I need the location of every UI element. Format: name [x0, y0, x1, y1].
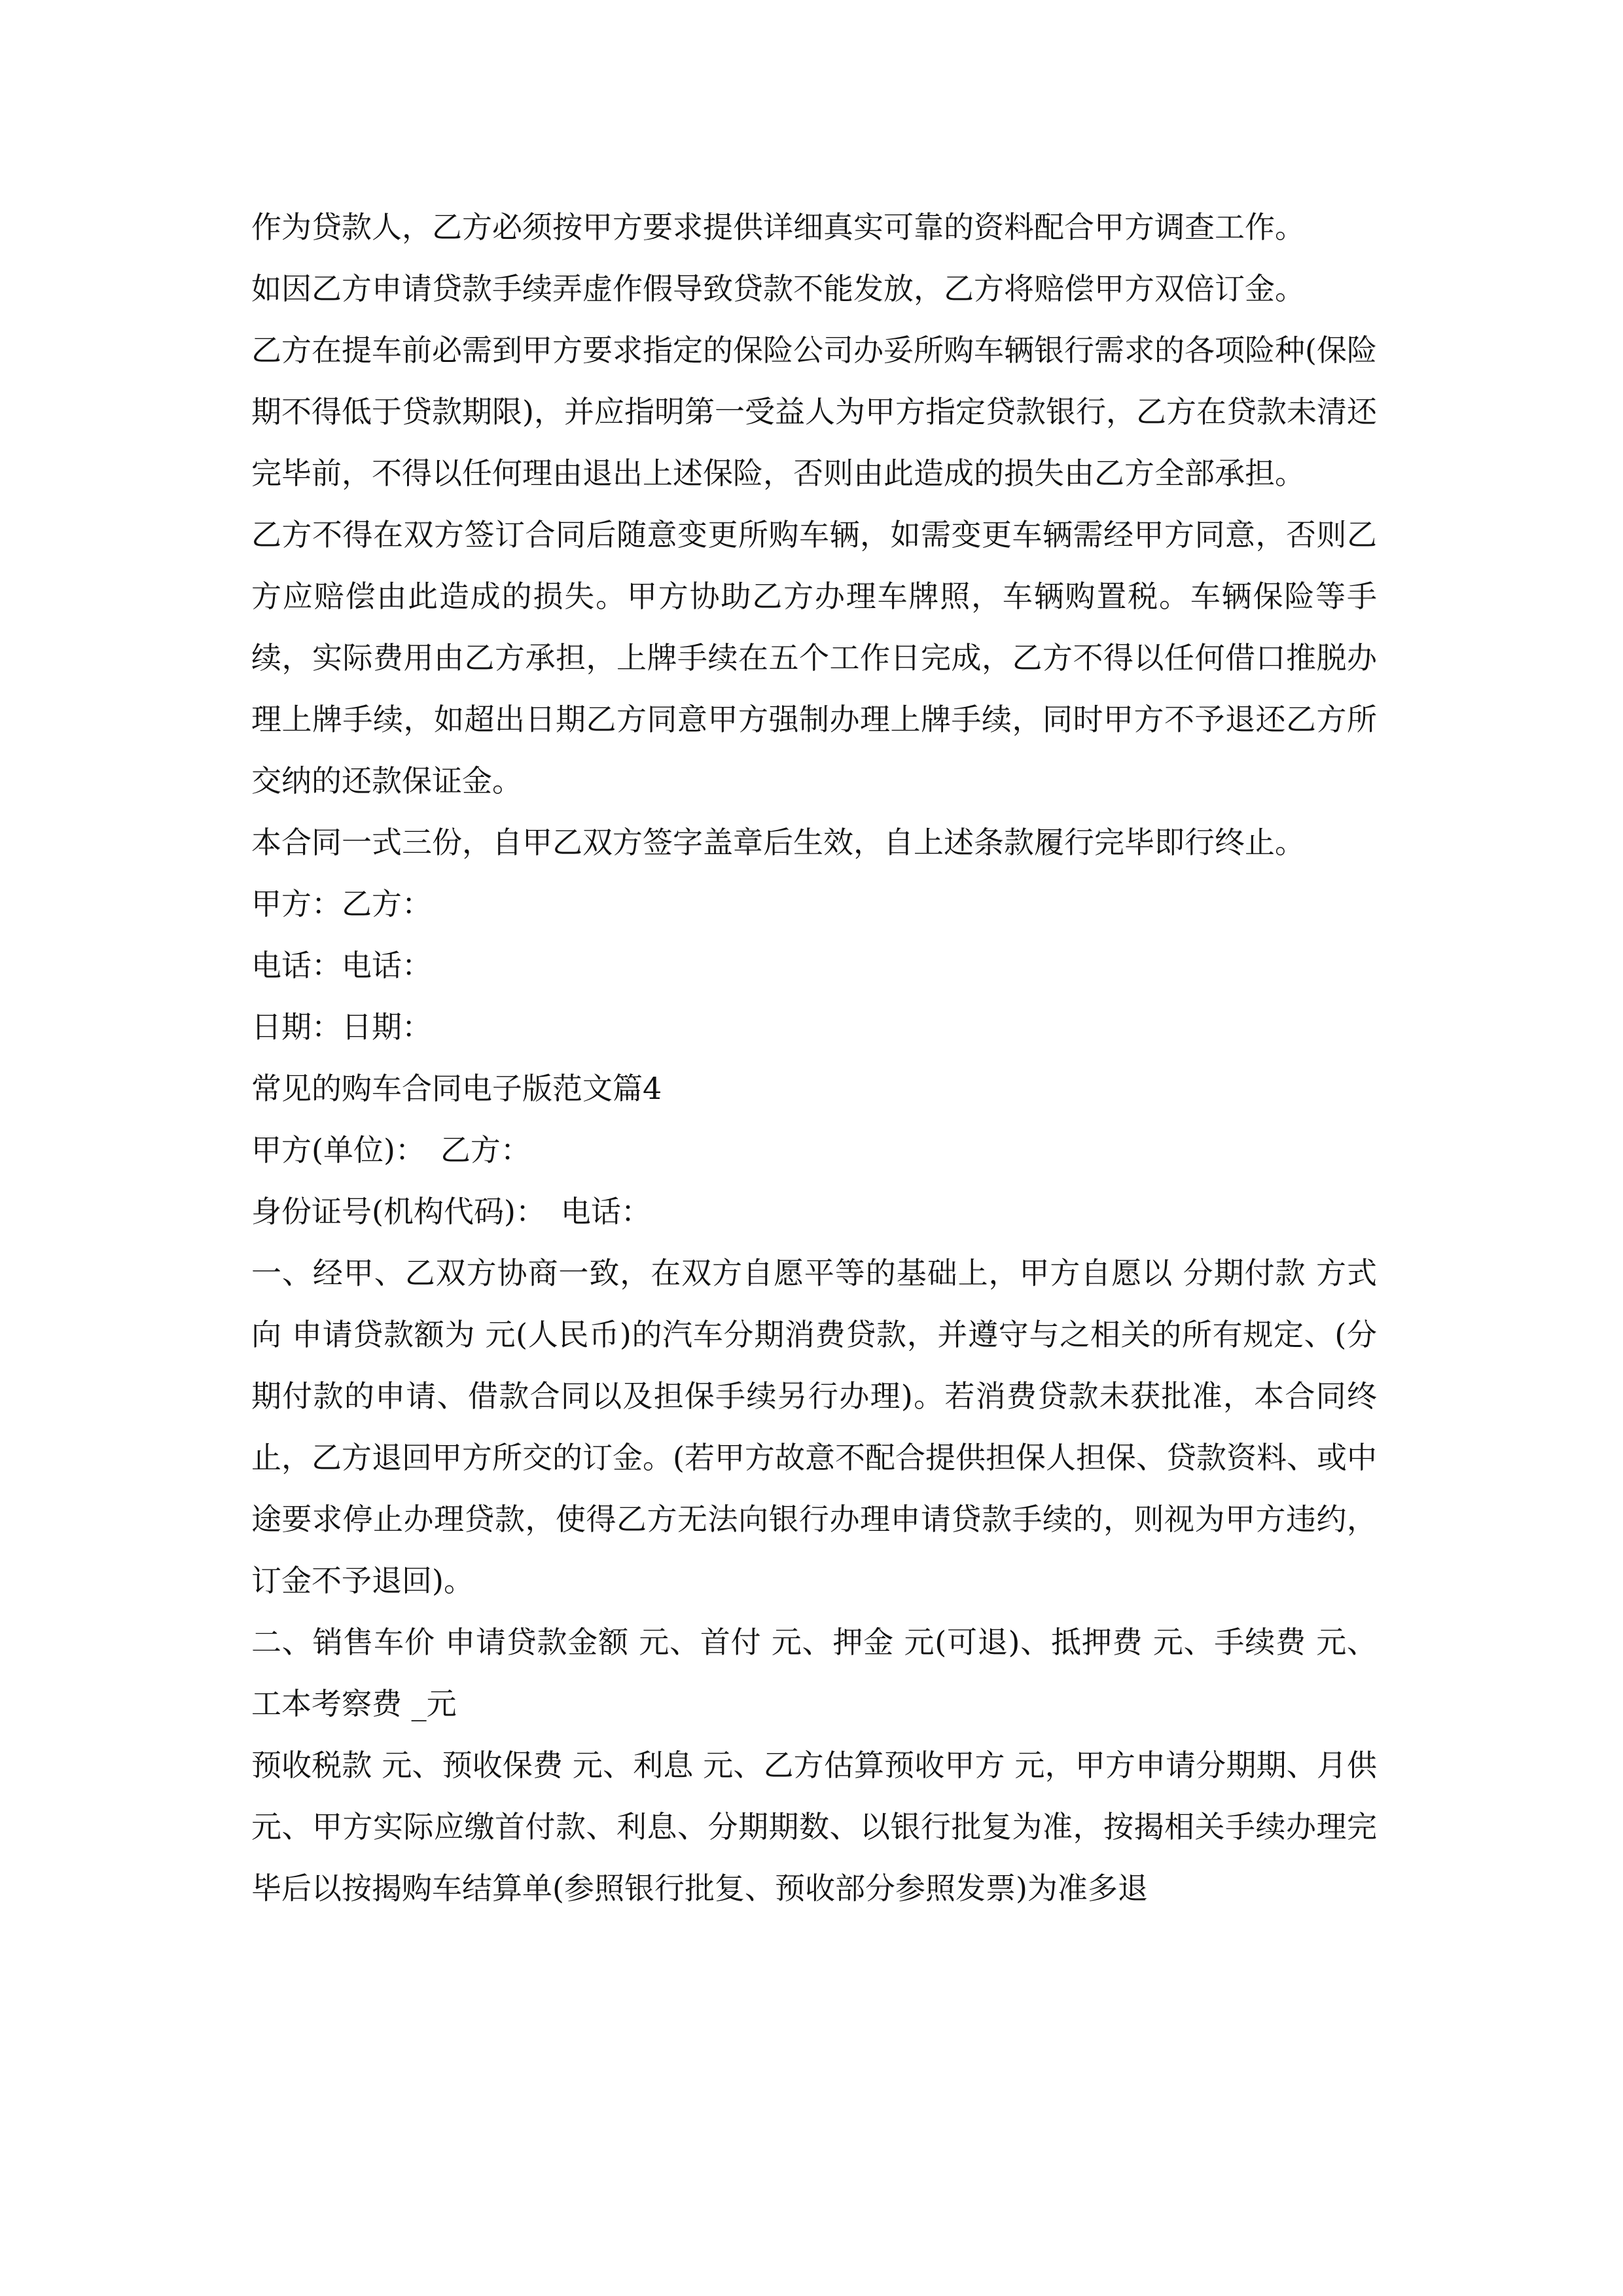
signature-dates: 日期：日期：: [251, 1009, 432, 1045]
id-header: 身份证号(机构代码)： 电话：: [251, 1194, 651, 1229]
signature-parties: 甲方：乙方：: [251, 886, 432, 922]
clause-two-continued: 预收税款 元、预收保费 元、利息 元、乙方估算预收甲方 元，甲方申请分期期、月供 元、甲方实际应缴首付款、利息、分期期数、以银行批复为准，按揭相关手续办理完毕后以按揭购车结算单(参照银行批复、预收部分参照发票)为准多退: [251, 1748, 1377, 1906]
clause-one: 一、经甲、乙双方协商一致，在双方自愿平等的基础上，甲方自愿以 分期付款 方式向 申请贷款额为 元(人民币)的汽车分期消费贷款，并遵守与之相关的所有规定、(分期付款的申请、借款合同以及担保手续另行办理)。若消费贷款未获批准，本合同终止，乙方退回甲方所交的订金。(若甲方故意不配合提供担保人担保、贷款资料、或中途要求停止办理贷款，使得乙方无法向银行办理申请贷款手续的，则视为甲方违约，订金不予退回)。: [251, 1255, 1377, 1598]
paragraph-borrower-duty: 作为贷款人，乙方必须按甲方要求提供详细真实可靠的资料配合甲方调查工作。: [251, 209, 1305, 245]
clause-two: 二、销售车价 申请贷款金额 元、首付 元、押金 元(可退)、抵押费 元、手续费 元、工本考察费 _元: [251, 1624, 1377, 1721]
paragraph-fraud-penalty: 如因乙方申请贷款手续弄虚作假导致贷款不能发放，乙方将赔偿甲方双倍订金。: [251, 271, 1305, 306]
party-header: 甲方(单位)： 乙方：: [251, 1132, 531, 1168]
paragraph-insurance: 乙方在提车前必需到甲方要求指定的保险公司办妥所购车辆银行需求的各项险种(保险期不得低于贷款期限)，并应指明第一受益人为甲方指定贷款银行，乙方在贷款未清还完毕前，不得以任何理由退出上述保险，否则由此造成的损失由乙方全部承担。: [251, 332, 1377, 491]
document-body: [251, 196, 1377, 1919]
signature-phones: 电话：电话：: [251, 948, 432, 983]
paragraph-copies: 本合同一式三份，自甲乙双方签字盖章后生效，自上述条款履行完毕即行终止。: [251, 825, 1305, 860]
section-title: 常见的购车合同电子版范文篇4: [251, 1071, 662, 1106]
paragraph-vehicle-change: 乙方不得在双方签订合同后随意变更所购车辆，如需变更车辆需经甲方同意，否则乙方应赔偿由此造成的损失。甲方协助乙方办理车牌照，车辆购置税。车辆保险等手续，实际费用由乙方承担，上牌手续在五个工作日完成，乙方不得以任何借口推脱办理上牌手续，如超出日期乙方同意甲方强制办理上牌手续，同时甲方不予退还乙方所交纳的还款保证金。: [251, 517, 1377, 798]
